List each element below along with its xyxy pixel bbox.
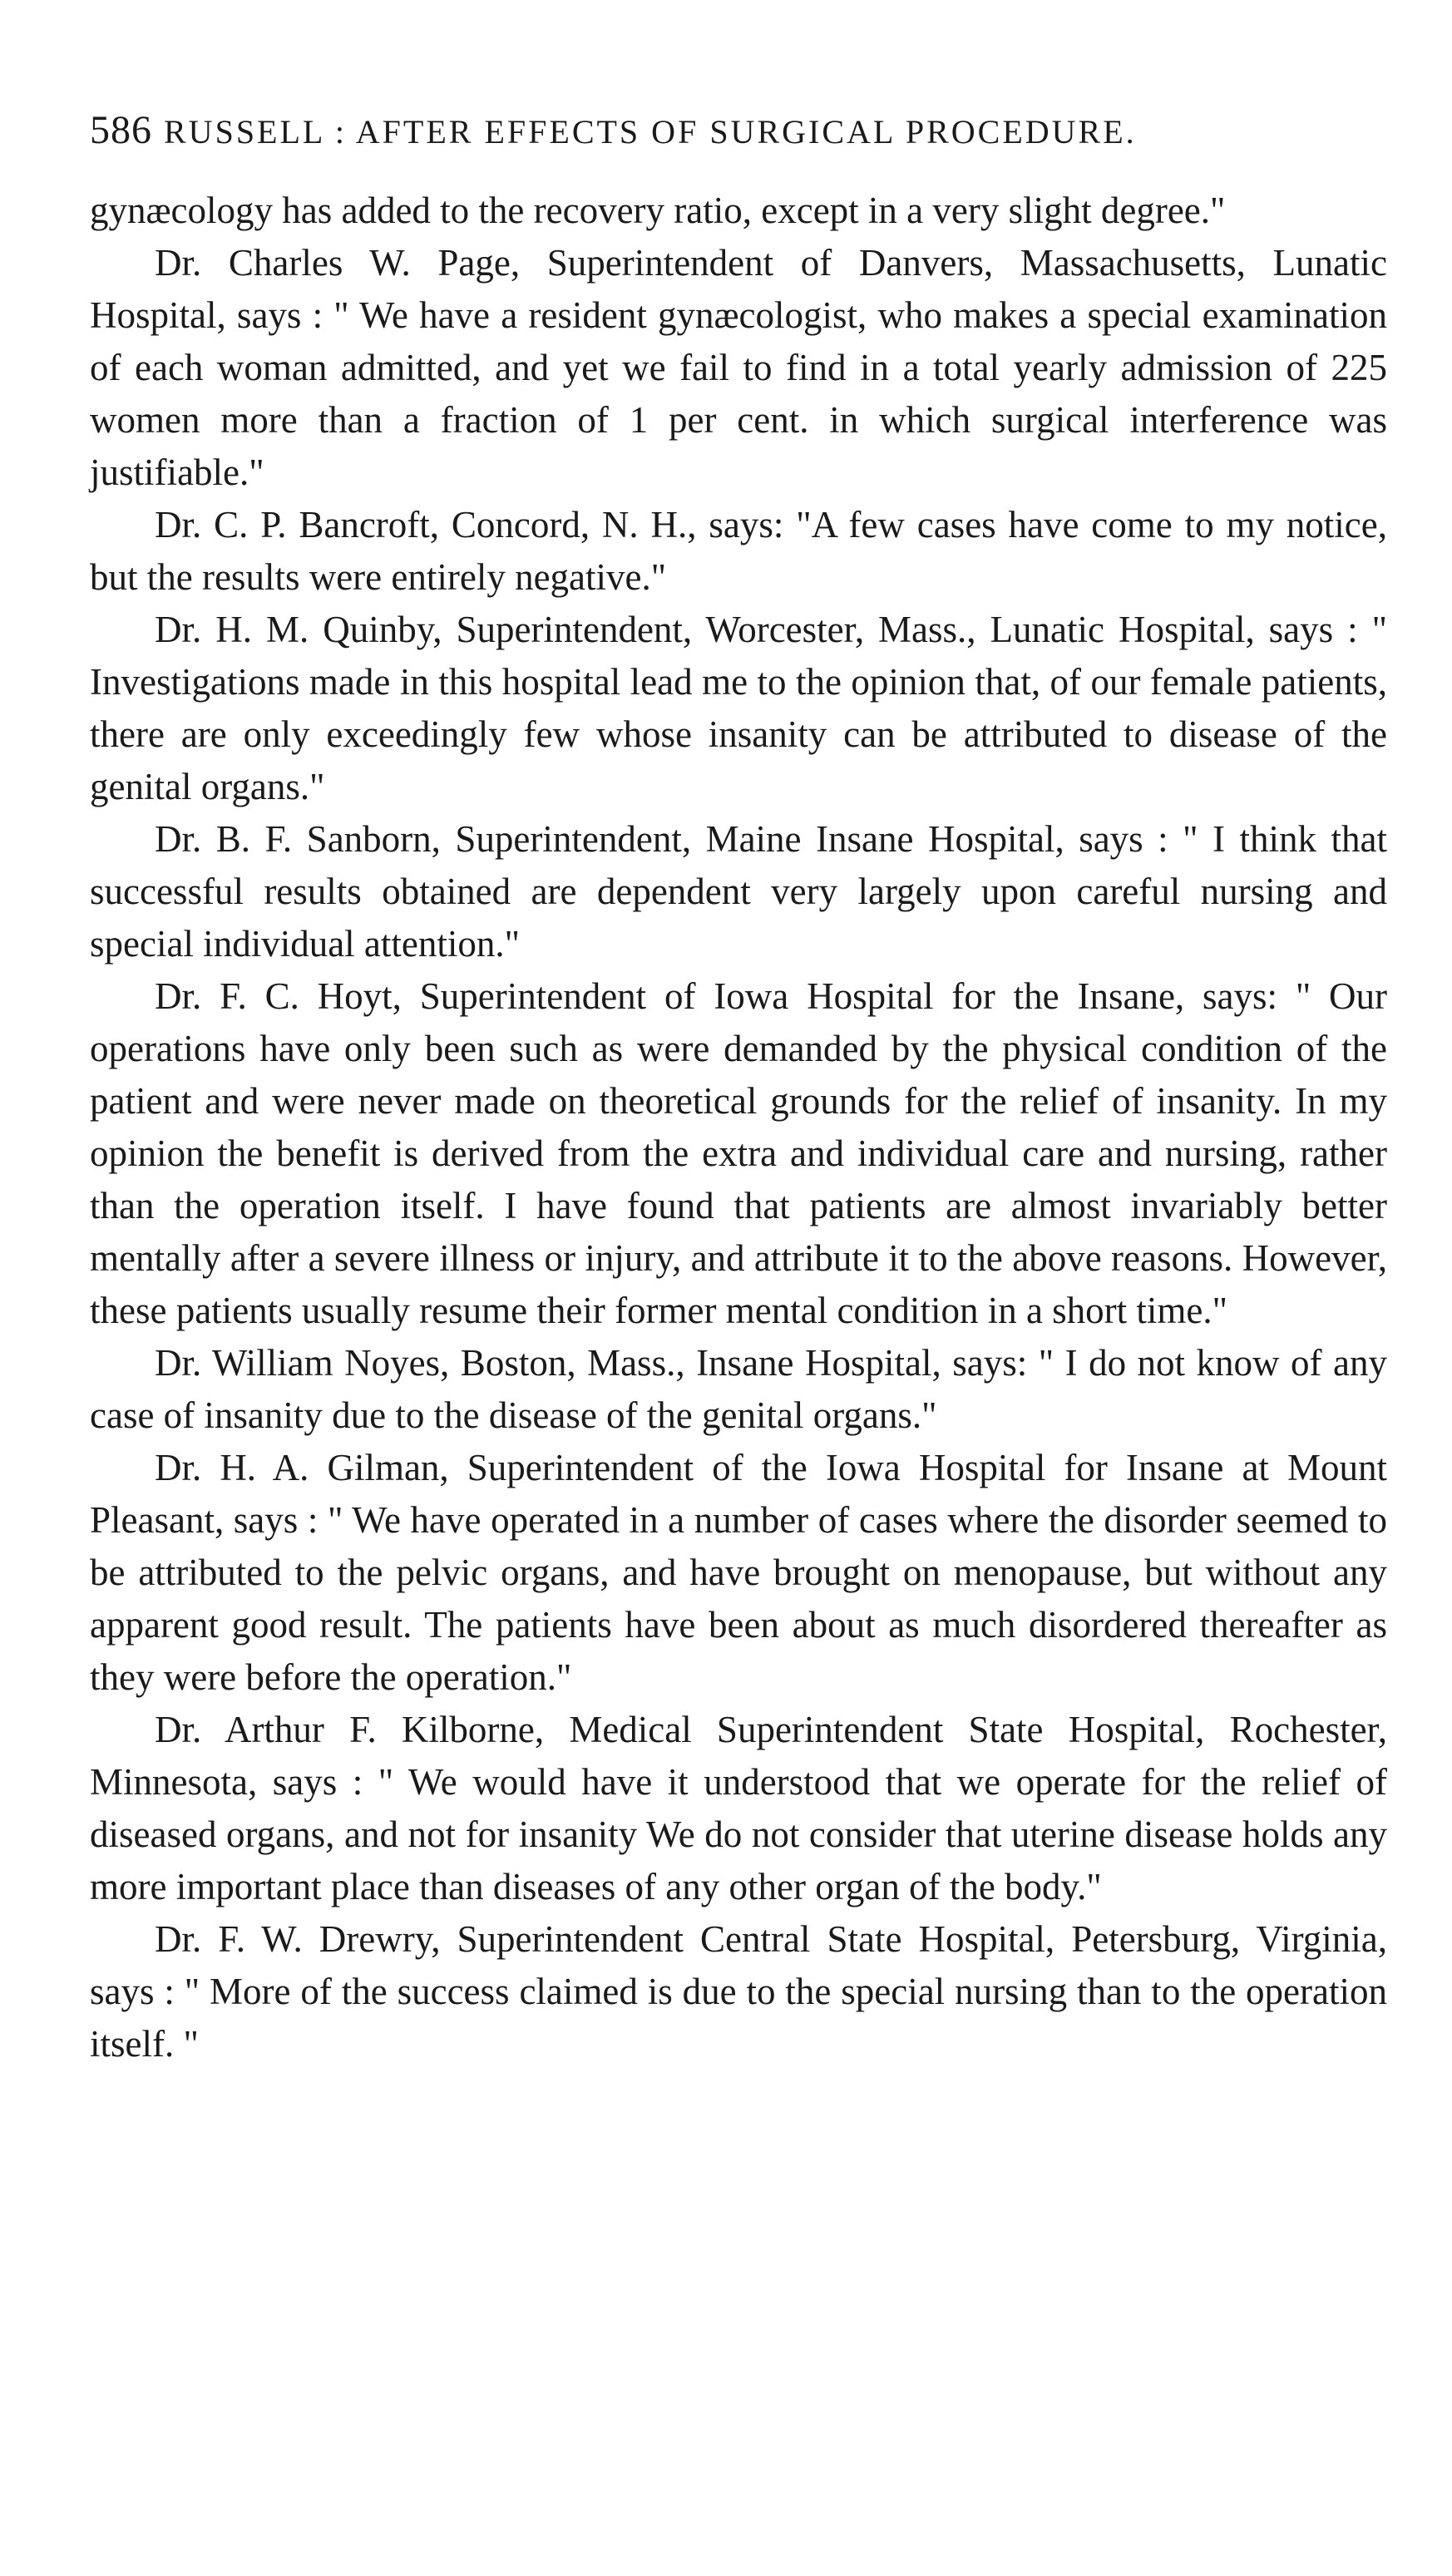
paragraph-gilman-quote: Dr. H. A. Gilman, Superintendent of the Iowa Hospital for Insane at Mount Pleasant, says : " We have operated in a number of cases where the disorder seemed to be attributed to the pelvic organs, and have brought on menopause, but without any apparent good result. The patients have been about as much disordered thereafter as they were before the operation." bbox=[90, 1446, 1387, 1698]
paragraph-hoyt-quote: Dr. F. C. Hoyt, Superintendent of Iowa Hospital for the Insane, says: " Our operations have only been such as were demanded by the physical condition of the patient and were never made on theoretical grounds for the relief of insanity. In my opinion the benefit is derived from the extra and individual care and nursing, rather than the operation itself. I have found that patients are almost invariably better mentally after a severe illness or injury, and attribute it to the above reasons. However, these patients usually resume their former mental condition in a short time." bbox=[90, 975, 1387, 1331]
paragraph-page-quote: Dr. Charles W. Page, Superintendent of Danvers, Massachusetts, Lunatic Hospital, says : " We have a resident gynæcologist, who makes a special examination of each woman admitted, and yet we fail to find in a total yearly admission of 225 women more than a fraction of 1 per cent. in which surgical interference was justifiable." bbox=[90, 241, 1387, 493]
paragraph-sanborn-quote: Dr. B. F. Sanborn, Superintendent, Maine Insane Hospital, says : " I think that successful results obtained are dependent very largely upon careful nursing and special individual attention." bbox=[90, 817, 1387, 965]
page-number: 586 bbox=[90, 108, 152, 152]
body-text bbox=[90, 185, 1387, 2070]
paragraph-quinby-quote: Dr. H. M. Quinby, Superintendent, Worcester, Mass., Lunatic Hospital, says : " Investigations made in this hospital lead me to the opinion that, of our female patients, there are only exceedingly few whose insanity can be attributed to disease of the genital organs." bbox=[90, 608, 1387, 807]
paragraph-continued: gynæcology has added to the recovery ratio, except in a very slight degree." bbox=[90, 189, 1226, 231]
book-page bbox=[90, 106, 1387, 2070]
paragraph-noyes-quote: Dr. William Noyes, Boston, Mass., Insane Hospital, says: " I do not know of any case of insanity due to the disease of the genital organs." bbox=[90, 1341, 1387, 1436]
running-title: RUSSELL : AFTER EFFECTS OF SURGICAL PROCEDURE. bbox=[164, 113, 1137, 151]
paragraph-drewry-quote: Dr. F. W. Drewry, Superintendent Central State Hospital, Petersburg, Virginia, says : " More of the success claimed is due to the special nursing than to the operation itself. " bbox=[90, 1917, 1387, 2065]
paragraph-bancroft-quote: Dr. C. P. Bancroft, Concord, N. H., says: "A few cases have come to my notice, but the results were entirely negative." bbox=[90, 503, 1387, 598]
running-head bbox=[90, 106, 1387, 155]
paragraph-kilborne-quote: Dr. Arthur F. Kilborne, Medical Superintendent State Hospital, Rochester, Minnesota, says : " We would have it understood that we operate for the relief of diseased organs, and not for insanity We do not consider that uterine disease holds any more important place than diseases of any other organ of the body." bbox=[90, 1708, 1387, 1907]
